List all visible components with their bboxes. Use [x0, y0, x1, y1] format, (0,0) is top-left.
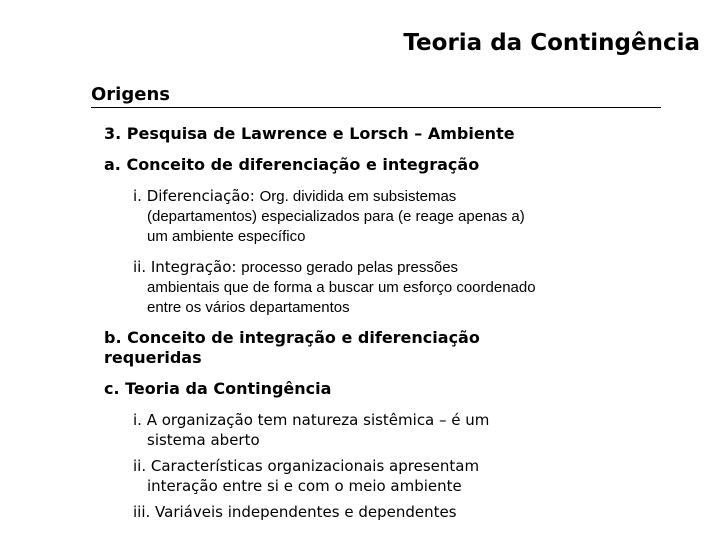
item-c-iii-line-1: iii. Variáveis independentes e dependentes: [133, 503, 457, 521]
section-heading: Origens: [91, 84, 170, 105]
item-a-ii-line-2: ambientais que de forma a buscar um esforço coordenado: [147, 279, 536, 296]
item-c-iii: [133, 502, 664, 522]
item-c-i-line-2: sistema aberto: [147, 431, 260, 449]
item-b-line-2: requeridas: [104, 348, 202, 367]
item-a-i-label: i. Diferenciação:: [133, 187, 255, 205]
item-c-ii-line-1: ii. Características organizacionais apresentam: [133, 457, 480, 475]
item-a-ii-line-1: processo gerado pelas pressões: [241, 259, 459, 276]
slide-content: [104, 124, 664, 528]
item-a-ii-label: ii. Integração:: [133, 258, 237, 276]
item-c-label: c. Teoria da Contingência: [104, 379, 332, 398]
item-a-ii: [133, 257, 664, 318]
divider: [91, 107, 661, 108]
item-c-i: [133, 410, 664, 450]
item-b: [104, 328, 664, 368]
item-a-label: a. Conceito de diferenciação e integração: [104, 155, 480, 174]
item-a-i-line-3: um ambiente específico: [147, 228, 306, 245]
item-a-i-line-2: (departamentos) especializados para (e reage apenas a): [147, 208, 525, 225]
item-a-i-line-1: Org. dividida em subsistemas: [259, 188, 457, 205]
heading-lawrence-lorsch: 3. Pesquisa de Lawrence e Lorsch – Ambiente: [104, 124, 515, 143]
item-a-ii-line-3: entre os vários departamentos: [147, 299, 350, 316]
item-c-ii: [133, 456, 664, 496]
slide-title: Teoria da Contingência: [403, 30, 700, 56]
item-b-line-1: b. Conceito de integração e diferenciação: [104, 328, 480, 347]
item-c-ii-line-2: interação entre si e com o meio ambiente: [147, 477, 462, 495]
item-c-i-line-1: i. A organização tem natureza sistêmica – é um: [133, 411, 490, 429]
item-a-i: [133, 186, 664, 247]
